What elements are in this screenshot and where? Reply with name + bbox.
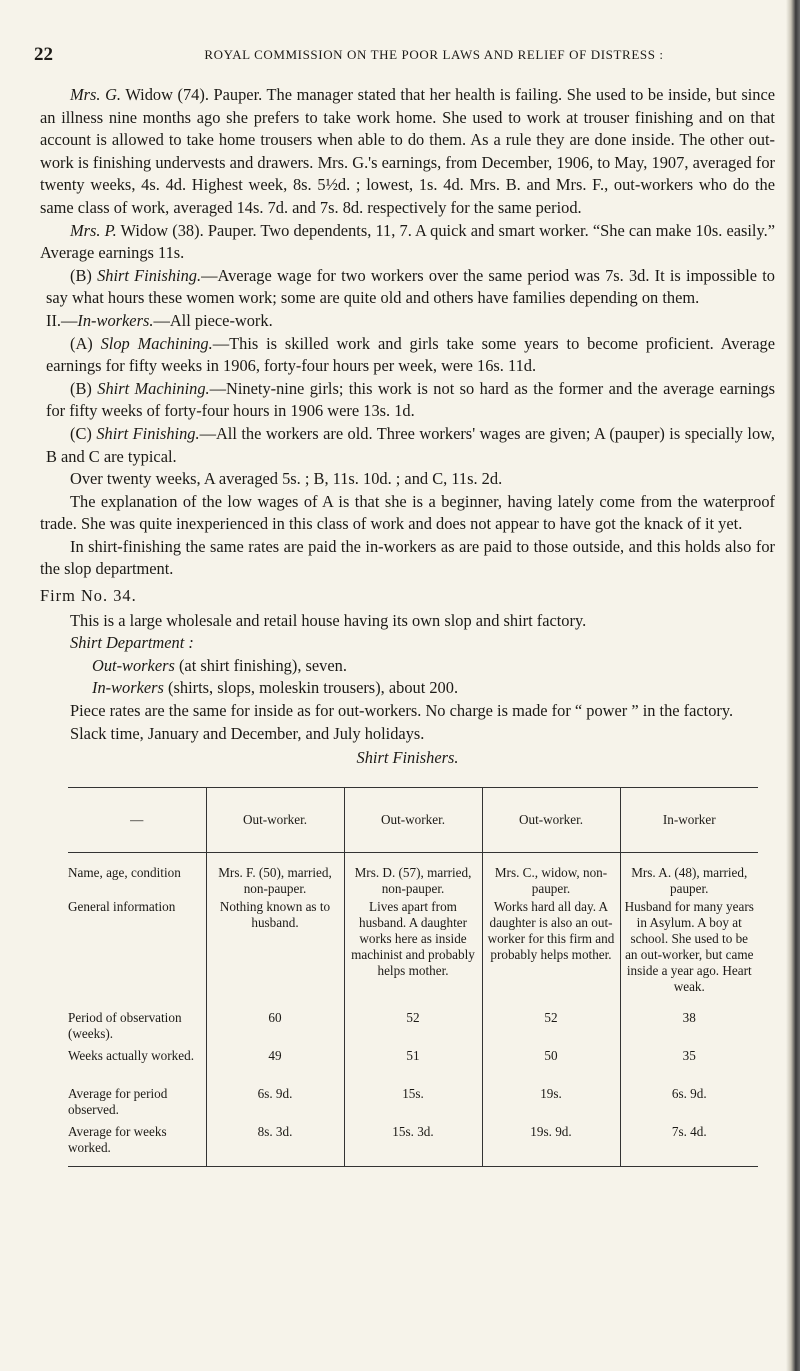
table-cell: 35	[620, 1048, 758, 1086]
table-cell: 52	[482, 1010, 620, 1048]
paragraph-averages: Over twenty weeks, A averaged 5s. ; B, 11s. 10d. ; and C, 11s. 2d.	[70, 469, 503, 489]
row-label: Name, age, condition	[68, 865, 181, 880]
piece-rates-paragraph: Piece rates are the same for inside as for out-workers. No charge is made for “ power ” in the factory.	[70, 701, 734, 721]
table-cell: 7s. 4d.	[620, 1124, 758, 1167]
table-cell: Husband for many years in Asylum. A boy at school. She used to be an out-worker, but came inside a year ago. Heart weak.	[620, 899, 758, 1010]
table-cell: Mrs. A. (48), married, pauper.	[620, 853, 758, 900]
table-cell: 6s. 9d.	[206, 1086, 344, 1124]
paragraph-explanation: The explanation of the low wages of A is that she is a beginner, having lately come from the waterproof trade. She was quite inexperienced in this class of work and does not appear to have got the knack of it yet.	[40, 491, 775, 534]
table-cell: Mrs. F. (50), married, non-pauper.	[206, 853, 344, 900]
running-head: ROYAL COMMISSION ON THE POOR LAWS AND RELIEF OF DISTRESS :	[204, 47, 664, 62]
table-header-cell: Out-worker.	[206, 788, 344, 853]
paragraph-mrs-g: Mrs. G. Widow (74). Pauper. The manager stated that her health is failing. She used to be inside, but since an illness nine months ago she prefers to take work home. She used to work at trouser finishing and on that account is allowed to take home trousers when able to do them. As a rule they are done inside. The other out-work is finishing undervests and drawers. Mrs. G.'s earnings, from December, 1906, to May, 1907, averaged for twenty weeks, 4s. 4d. Highest week, 8s. 5½d. ; lowest, 1s. 4d. Mrs. B. and Mrs. F., out-workers who do the same class of work, averaged 14s. 7d. and 7s. 8d. respectively for the same period.	[40, 85, 775, 217]
row-label: Average for weeks worked.	[68, 1124, 206, 1167]
slack-time-line: Slack time, January and December, and July holidays.	[70, 723, 425, 743]
table-header-cell: In-worker	[620, 788, 758, 853]
in-workers-line: In-workers (shirts, slops, moleskin trousers), about 200.	[92, 678, 459, 698]
table-cell: 60	[206, 1010, 344, 1048]
page-edge-shadow	[786, 0, 800, 1371]
table-header-cell: —	[68, 788, 206, 853]
paragraph-shirt-finishing-in: (C) Shirt Finishing.—All the workers are old. Three workers' wages are given; A (pauper) is specially low, B and C are typical.	[46, 423, 776, 466]
table-row	[68, 1048, 758, 1086]
table-cell: 15s. 3d.	[344, 1124, 482, 1167]
row-label: Weeks actually worked.	[68, 1048, 195, 1063]
table-cell: 52	[344, 1010, 482, 1048]
table-cell: Nothing known as to husband.	[206, 899, 344, 1010]
row-label: Period of observation (weeks).	[68, 1010, 182, 1041]
table-cell: Mrs. D. (57), married, non-pauper.	[344, 853, 482, 900]
shirt-department-label: Shirt Department :	[70, 633, 194, 653]
table-row	[68, 1124, 758, 1167]
table-cell: 19s. 9d.	[482, 1124, 620, 1167]
paragraph-in-workers: II.—In-workers.—All piece-work.	[46, 310, 273, 330]
table-title: Shirt Finishers.	[356, 748, 459, 768]
table-header-row	[68, 788, 758, 853]
table-cell: 19s.	[482, 1086, 620, 1124]
table-cell: Mrs. C., widow, non-pauper.	[482, 853, 620, 900]
paragraph-mrs-p: Mrs. P. Widow (38). Pauper. Two dependents, 11, 7. A quick and smart worker. “She can make 10s. easily.” Average earnings 11s.	[40, 220, 775, 263]
table-cell: 38	[620, 1010, 758, 1048]
table-cell: 6s. 9d.	[620, 1086, 758, 1124]
paragraph-rates: In shirt-finishing the same rates are paid the in-workers as are paid to those outside, and this holds also for the slop department.	[40, 536, 775, 579]
table-row	[68, 1010, 758, 1048]
table-cell: Lives apart from husband. A daughter works here as inside machinist and probably helps mother.	[344, 899, 482, 1010]
table-cell: Works hard all day. A daughter is also an out-worker for this firm and probably helps mother.	[482, 899, 620, 1010]
firm-heading: Firm No. 34.	[40, 586, 137, 606]
table-row	[68, 1086, 758, 1124]
table-cell: 50	[482, 1048, 620, 1086]
page-number: 22	[34, 44, 53, 65]
paragraph-shirt-machining: (B) Shirt Machining.—Ninety-nine girls; this work is not so hard as the former and the average earnings for fifty weeks of forty-four hours in 1906 were 13s. 1d.	[46, 378, 775, 421]
table-header-cell: Out-worker.	[344, 788, 482, 853]
table-cell: 49	[206, 1048, 344, 1086]
body-text	[40, 84, 775, 770]
table-cell: 51	[344, 1048, 482, 1086]
paragraph-slop-machining: (A) Slop Machining.—This is skilled work and girls take some years to become proficient. Average earnings for fifty weeks in 1906, forty-four hours per week, were 16s. 11d.	[46, 333, 775, 376]
row-label: General information	[68, 899, 176, 914]
table-cell: 15s.	[344, 1086, 482, 1124]
page-header	[34, 44, 774, 66]
table-row	[68, 899, 758, 1010]
table-cell: 8s. 3d.	[206, 1124, 344, 1167]
table-header-cell: Out-worker.	[482, 788, 620, 853]
paragraph-shirt-finishing-out: (B) Shirt Finishing.—Average wage for two workers over the same period was 7s. 3d. It is impossible to say what hours these women work; some are quite old and others have families depending on them.	[46, 265, 776, 308]
shirt-finishers-table	[68, 787, 758, 1167]
firm-intro: This is a large wholesale and retail house having its own slop and shirt factory.	[70, 610, 587, 630]
out-workers-line: Out-workers (at shirt finishing), seven.	[92, 655, 347, 675]
row-label: Average for period observed.	[68, 1086, 168, 1117]
table-row	[68, 853, 758, 900]
